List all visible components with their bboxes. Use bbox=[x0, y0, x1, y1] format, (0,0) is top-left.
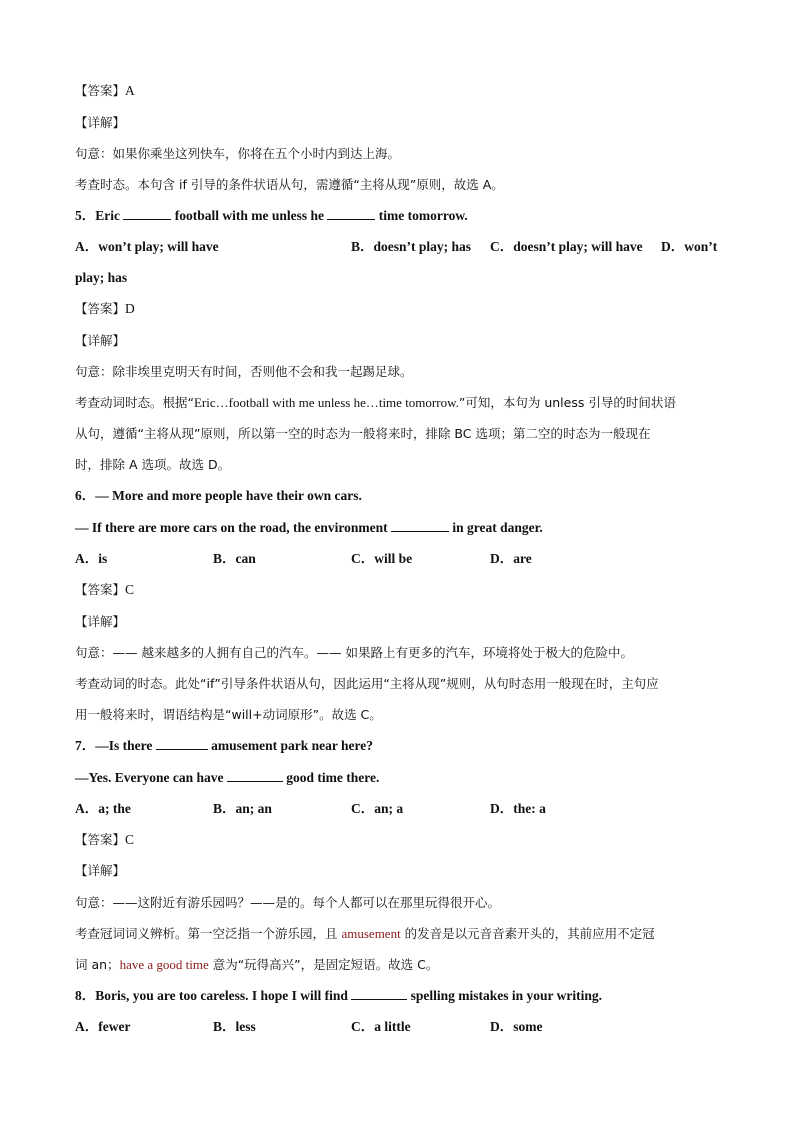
answer-line bbox=[75, 581, 134, 599]
explain-part: 词 an； bbox=[75, 957, 120, 972]
option-a: A．won’t play; will have bbox=[75, 239, 219, 254]
question-stem bbox=[75, 519, 543, 537]
explanation: 从句，遵循“主将从现”原则，所以第一空的时态为一般将来时，排除 BC 选项；第二空的时态为一般现在 bbox=[75, 426, 651, 441]
explanation bbox=[75, 394, 676, 412]
option-d: D．won’t bbox=[661, 239, 718, 254]
option-d: D．the: a bbox=[490, 801, 546, 816]
stem-part: amusement park near here? bbox=[211, 738, 373, 753]
sentence-meaning: 句意：除非埃里克明天有时间，否则他不会和我一起踢足球。 bbox=[75, 364, 413, 379]
option-b: B．less bbox=[213, 1019, 256, 1034]
option-c: C．doesn’t play; will have bbox=[490, 239, 643, 254]
explain-part: Eric…football with me unless he…time tomorrow. bbox=[193, 395, 459, 410]
explanation bbox=[75, 925, 655, 943]
stem-part: —Yes. Everyone can have bbox=[75, 770, 224, 785]
option-a: A．a; the bbox=[75, 801, 131, 816]
explain-part: have a good time bbox=[119, 957, 209, 972]
question-stem bbox=[75, 987, 602, 1005]
option-a: A．fewer bbox=[75, 1019, 131, 1034]
detail-label: 【详解】 bbox=[75, 333, 126, 348]
option-a: A．is bbox=[75, 551, 108, 566]
answer-line bbox=[75, 300, 135, 318]
option-c: C．will be bbox=[351, 551, 413, 566]
sentence-meaning: 句意：—— 越来越多的人拥有自己的汽车。—— 如果路上有更多的汽车，环境将处于极大的危险中。 bbox=[75, 645, 633, 660]
question-stem: 6．— More and more people have their own cars. bbox=[75, 488, 362, 503]
explain-part: 意为“玩得高兴”，是固定短语。故选 C。 bbox=[208, 957, 439, 972]
option-b: B．can bbox=[213, 551, 256, 566]
answer-value: C bbox=[125, 832, 135, 847]
explanation: 时，排除 A 选项。故选 D。 bbox=[75, 457, 231, 472]
explanation bbox=[75, 956, 438, 974]
sentence-meaning: 句意：——这附近有游乐园吗？——是的。每个人都可以在那里玩得很开心。 bbox=[75, 895, 501, 910]
stem-part: spelling mistakes in your writing. bbox=[410, 988, 603, 1003]
explanation: 用一般将来时，谓语结构是“will+动词原形”。故选 C。 bbox=[75, 707, 382, 722]
answer-value: D bbox=[125, 301, 135, 316]
question-stem bbox=[75, 769, 379, 787]
answer-blank bbox=[227, 770, 283, 782]
explain-part: 考查动词时态。根据“ bbox=[75, 395, 194, 410]
answer-line bbox=[75, 82, 135, 100]
answer-blank bbox=[123, 208, 171, 220]
answer-blank bbox=[351, 988, 407, 1000]
answer-blank bbox=[156, 738, 208, 750]
question-stem bbox=[75, 207, 468, 225]
stem-part: football with me unless he bbox=[174, 208, 325, 223]
option-b: B．doesn’t play; has bbox=[351, 239, 472, 254]
answer-blank bbox=[391, 520, 449, 532]
answer-label: 【答案】 bbox=[75, 301, 126, 316]
stem-part: 7．—Is there bbox=[75, 738, 153, 753]
detail-label: 【详解】 bbox=[75, 614, 126, 629]
explanation: 考查时态。本句含 if 引导的条件状语从句，需遵循“主将从现”原则，故选 A。 bbox=[75, 177, 504, 192]
option-c: C．an; a bbox=[351, 801, 404, 816]
answer-blank bbox=[327, 208, 375, 220]
stem-part: 5．Eric bbox=[75, 208, 120, 223]
answer-value: A bbox=[125, 83, 135, 98]
answer-value: C bbox=[125, 582, 135, 597]
answer-line bbox=[75, 831, 134, 849]
stem-part: 8．Boris, you are too careless. I hope I will find bbox=[75, 988, 348, 1003]
stem-part: — If there are more cars on the road, the environment bbox=[75, 520, 388, 535]
option-d: D．are bbox=[490, 551, 532, 566]
explain-part: 的发音是以元音音素开头的，其前应用不定冠 bbox=[400, 926, 655, 941]
stem-part: good time there. bbox=[286, 770, 380, 785]
answer-label: 【答案】 bbox=[75, 83, 126, 98]
stem-part: time tomorrow. bbox=[378, 208, 468, 223]
explain-part: amusement bbox=[341, 926, 401, 941]
sentence-meaning: 句意：如果你乘坐这列快车，你将在五个小时内到达上海。 bbox=[75, 146, 401, 161]
answer-label: 【答案】 bbox=[75, 582, 126, 597]
option-d: D．some bbox=[490, 1019, 543, 1034]
option-b: B．an; an bbox=[213, 801, 272, 816]
option-c: C．a little bbox=[351, 1019, 411, 1034]
detail-label: 【详解】 bbox=[75, 115, 126, 130]
question-stem bbox=[75, 737, 373, 755]
detail-label: 【详解】 bbox=[75, 863, 126, 878]
answer-label: 【答案】 bbox=[75, 832, 126, 847]
explanation: 考查动词的时态。此处“if”引导条件状语从句，因此运用“主将从现”规则，从句时态用一般现在时，主句应 bbox=[75, 676, 659, 691]
stem-part: in great danger. bbox=[452, 520, 543, 535]
option-d-continued: play; has bbox=[75, 270, 128, 285]
explain-part: 考查冠词词义辨析。第一空泛指一个游乐园，且 bbox=[75, 926, 342, 941]
explain-part: ”可知，本句为 unless 引导的时间状语 bbox=[458, 395, 676, 410]
